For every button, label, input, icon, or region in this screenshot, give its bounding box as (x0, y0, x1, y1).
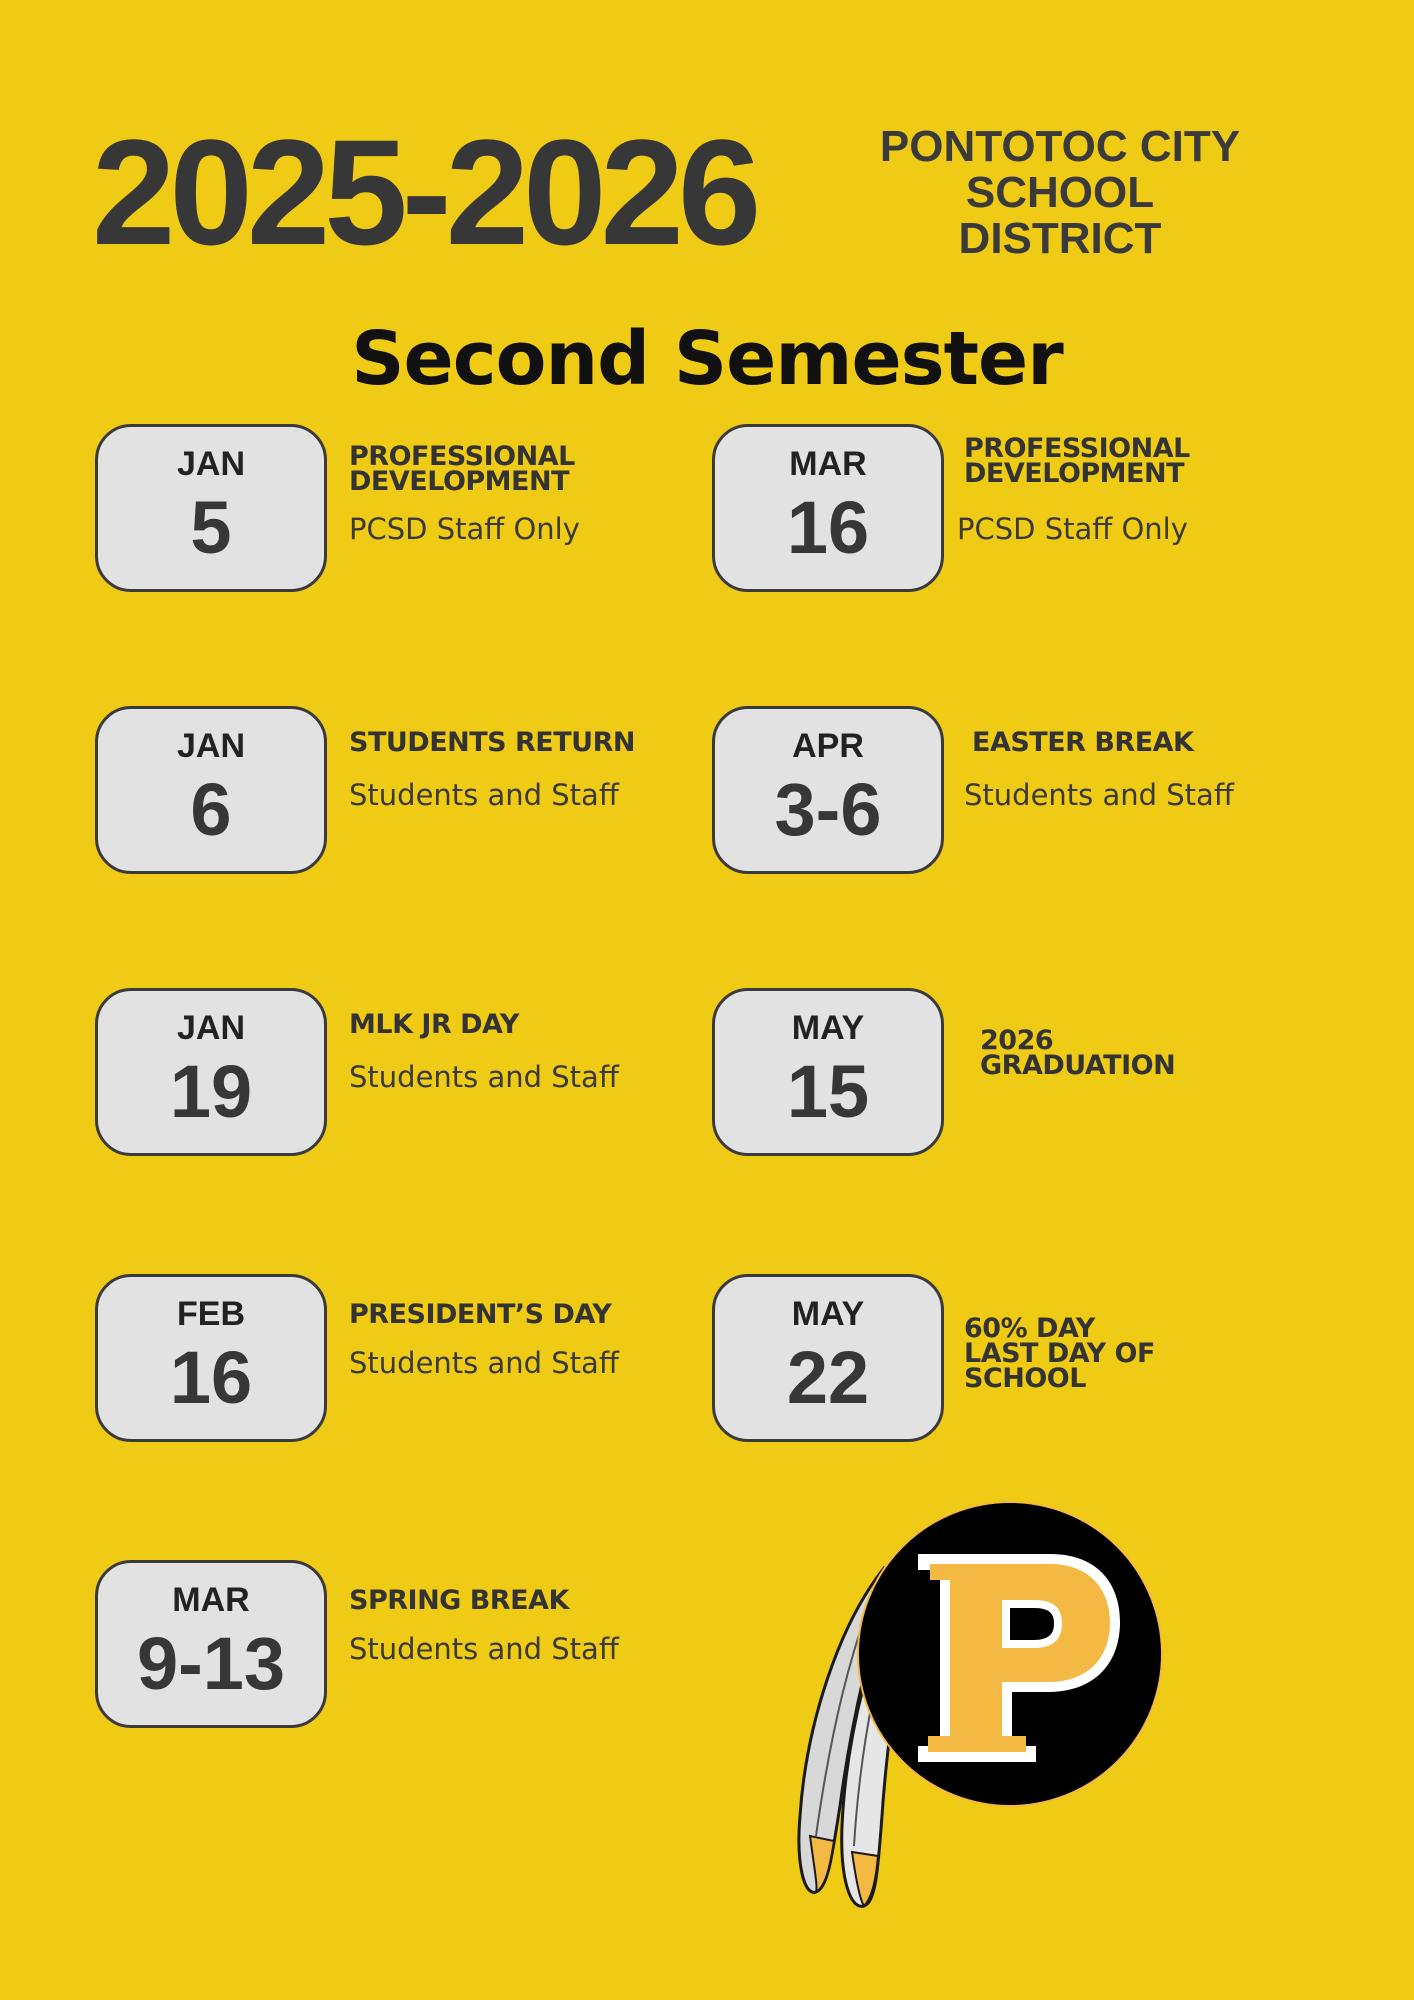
event-title (964, 433, 1190, 489)
event-title-line: DEVELOPMENT (349, 466, 570, 497)
event-month: APR (792, 727, 864, 765)
event-subtitle: PCSD Staff Only (957, 512, 1188, 546)
event-month: MAR (789, 445, 867, 483)
year-title: 2025-2026 (92, 108, 756, 276)
event-title-line: GRADUATION (980, 1050, 1176, 1081)
event-title (349, 1299, 612, 1330)
event-title (349, 1585, 569, 1616)
event-subtitle: Students and Staff (349, 1632, 619, 1666)
event-title-line: EASTER BREAK (972, 727, 1194, 758)
event-title-line: PRESIDENT’S DAY (349, 1299, 612, 1330)
event-subtitle: Students and Staff (349, 1060, 619, 1094)
district-name (850, 124, 1270, 262)
event-title (349, 1009, 519, 1040)
event-title-line: SCHOOL (964, 1363, 1086, 1394)
date-box (95, 424, 327, 592)
event-month: MAR (172, 1581, 250, 1619)
date-box (712, 1274, 944, 1442)
event-subtitle: Students and Staff (964, 778, 1234, 812)
event-day: 9-13 (136, 1622, 286, 1705)
event-title-line: STUDENTS RETURN (349, 727, 635, 758)
date-box (95, 1560, 327, 1728)
event-month: FEB (177, 1295, 245, 1333)
event-day: 22 (786, 1336, 870, 1419)
district-line: PONTOTOC CITY (879, 122, 1241, 171)
event-day: 16 (169, 1336, 253, 1419)
event-day: 16 (786, 486, 870, 569)
date-box (95, 706, 327, 874)
event-title-line: PROFESSIONAL (964, 433, 1190, 464)
event-subtitle: Students and Staff (349, 1346, 619, 1380)
event-title-line: 2026 (980, 1025, 1054, 1056)
event-day: 5 (190, 486, 232, 569)
event-day: 15 (786, 1050, 870, 1133)
feather-p-logo-icon (780, 1496, 1180, 1926)
event-month: MAY (791, 1009, 865, 1047)
date-box (712, 988, 944, 1156)
event-subtitle: PCSD Staff Only (349, 512, 580, 546)
event-title (349, 727, 635, 758)
date-box (712, 424, 944, 592)
district-line: DISTRICT (958, 214, 1162, 263)
date-box (95, 1274, 327, 1442)
event-title-line: LAST DAY OF (964, 1338, 1155, 1369)
event-day: 6 (190, 768, 232, 851)
event-title-line: 60% DAY (964, 1313, 1095, 1344)
event-title (980, 1025, 1176, 1081)
event-title (972, 727, 1194, 758)
event-title-line: MLK JR DAY (349, 1009, 519, 1040)
event-month: JAN (176, 727, 246, 765)
event-subtitle: Students and Staff (349, 778, 619, 812)
event-day: 19 (169, 1050, 253, 1133)
district-line: SCHOOL (965, 168, 1155, 217)
event-title (349, 441, 575, 497)
event-title-line: DEVELOPMENT (964, 458, 1185, 489)
event-title (964, 1313, 1155, 1394)
event-title-line: SPRING BREAK (349, 1585, 569, 1616)
event-month: JAN (176, 445, 246, 483)
semester-title: Second Semester (351, 316, 1063, 402)
event-title-line: PROFESSIONAL (349, 441, 575, 472)
date-box (95, 988, 327, 1156)
event-month: MAY (791, 1295, 865, 1333)
date-box (712, 706, 944, 874)
event-month: JAN (176, 1009, 246, 1047)
event-day: 3-6 (774, 768, 882, 851)
